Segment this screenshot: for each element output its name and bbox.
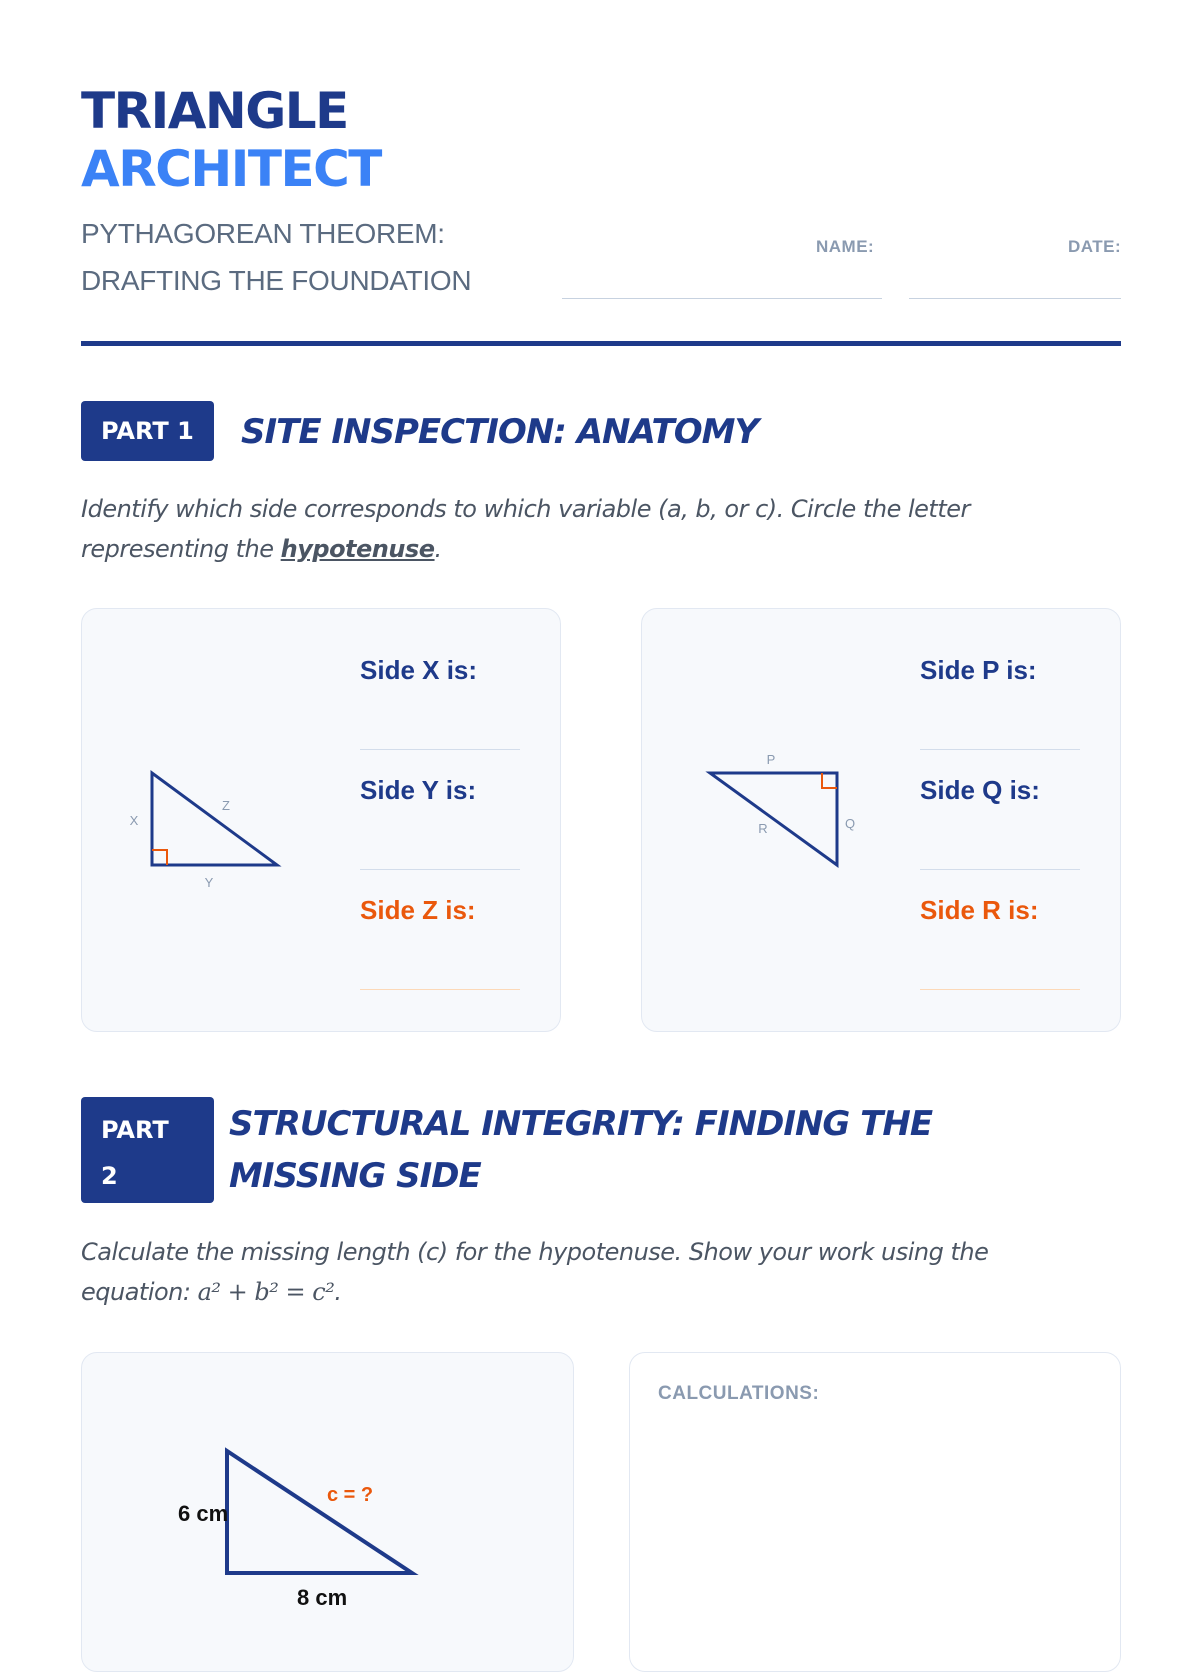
side-z-label: Side Z is: xyxy=(360,895,476,925)
triangle-xyz xyxy=(152,773,277,865)
title-line-1: TRIANGLE xyxy=(81,82,348,140)
part2-badge xyxy=(81,1097,214,1203)
date-field[interactable] xyxy=(909,298,1121,299)
label-x: X xyxy=(129,813,139,828)
part2-instructions xyxy=(81,1232,1081,1312)
part1-instr-end: . xyxy=(434,535,442,563)
label-z: Z xyxy=(222,798,230,813)
anatomy-card-2 xyxy=(641,608,1121,1032)
label-y: Y xyxy=(204,875,214,890)
name-field[interactable] xyxy=(562,298,882,299)
part2-instr-end: . xyxy=(334,1278,342,1306)
side-p-label: Side P is: xyxy=(920,655,1037,685)
triangle-abc xyxy=(227,1451,412,1573)
part2-badge-line-1: PART xyxy=(101,1116,169,1144)
side-r-label: Side R is: xyxy=(920,895,1039,925)
side-z-answer[interactable] xyxy=(360,989,520,990)
triangle-problem-card xyxy=(81,1352,574,1672)
title-line-2: ARCHITECT xyxy=(81,140,381,198)
worksheet-page xyxy=(81,0,1122,1610)
part2-badge-line-2: 2 xyxy=(101,1162,118,1190)
part2-title-line-2: MISSING SIDE xyxy=(229,1156,481,1196)
triangle-xyz-diagram xyxy=(82,609,562,1033)
side-x-answer[interactable] xyxy=(360,749,520,750)
right-angle-marker xyxy=(822,773,837,788)
side-q-label: Side Q is: xyxy=(920,775,1040,805)
header-divider xyxy=(81,341,1121,346)
calculations-label: CALCULATIONS: xyxy=(658,1383,820,1404)
part1-instr-text: Identify which side corresponds to which variable (a, b, or c). Circle the letter representing the xyxy=(81,495,970,563)
anatomy-card-1 xyxy=(81,608,561,1032)
triangle-pqr xyxy=(710,773,837,865)
subtitle-line-1: PYTHAGOREAN THEOREM: xyxy=(81,218,445,249)
label-r: R xyxy=(758,821,768,836)
side-q-answer[interactable] xyxy=(920,869,1080,870)
part2-instr-text: Calculate the missing length (c) for the hypotenuse. Show your work using the equation: xyxy=(81,1238,989,1306)
calculations-card[interactable] xyxy=(629,1352,1121,1672)
part1-instructions xyxy=(81,489,1081,569)
triangle-pqr-diagram xyxy=(642,609,1122,1033)
part2-title xyxy=(229,1098,932,1202)
side-b-value: 8 cm xyxy=(297,1585,348,1610)
right-angle-marker xyxy=(152,850,167,865)
side-y-answer[interactable] xyxy=(360,869,520,870)
part2-title-line-1: STRUCTURAL INTEGRITY: FINDING THE xyxy=(229,1104,933,1144)
label-p: P xyxy=(766,752,776,767)
subtitle-line-2: DRAFTING THE FOUNDATION xyxy=(81,265,472,296)
side-r-answer[interactable] xyxy=(920,989,1080,990)
right-triangle-diagram xyxy=(82,1353,575,1673)
date-label: DATE: xyxy=(1068,237,1122,256)
name-label: NAME: xyxy=(816,237,875,256)
side-p-answer[interactable] xyxy=(920,749,1080,750)
part1-title: SITE INSPECTION: ANATOMY xyxy=(241,412,759,452)
side-a-value: 6 cm xyxy=(178,1501,229,1526)
part1-badge: PART 1 xyxy=(81,401,214,461)
label-q: Q xyxy=(844,816,856,831)
hypotenuse-term: hypotenuse xyxy=(280,535,435,563)
subtitle xyxy=(81,210,541,304)
side-y-label: Side Y is: xyxy=(360,775,477,805)
side-x-label: Side X is: xyxy=(360,655,478,685)
pythagorean-equation: a² + b² = c² xyxy=(197,1278,335,1306)
hypotenuse-value: c = ? xyxy=(327,1484,374,1506)
